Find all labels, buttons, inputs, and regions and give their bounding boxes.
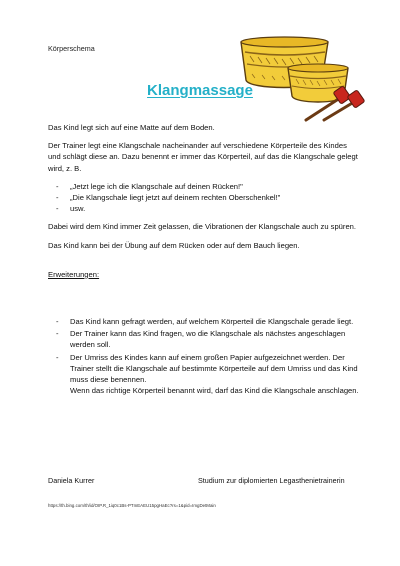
list-item-followup: Wenn das richtige Körperteil benannt wird, darf das Kind die Klangschale anschlagen. bbox=[70, 386, 359, 396]
example-list bbox=[48, 181, 360, 215]
list-item: - „Die Klangschale liegt jetzt auf deinem rechten Oberschenkel!" bbox=[48, 192, 360, 203]
body-paragraph: Das Kind kann bei der Übung auf dem Rücken oder auf dem Bauch liegen. bbox=[48, 240, 300, 250]
body-paragraph: Dabei wird dem Kind immer Zeit gelassen, die Vibrationen der Klangschale auch zu spüren. bbox=[48, 222, 356, 232]
list-item: - Das Kind kann gefragt werden, auf welchem Körperteil die Klangschale gerade liegt. bbox=[48, 316, 360, 327]
page-title: Klangmassage bbox=[147, 82, 253, 99]
list-item bbox=[48, 352, 360, 397]
intro-paragraph: Das Kind legt sich auf eine Matte auf dem Boden. bbox=[48, 123, 215, 132]
list-item: - usw. bbox=[48, 203, 360, 214]
document-body bbox=[48, 122, 360, 403]
footer-author: Daniela Kurrer bbox=[48, 476, 95, 485]
list-item: - „Jetzt lege ich die Klangschale auf deinen Rücken!" bbox=[48, 181, 360, 192]
image-source-url: https://th.bing.com/th/id/OIP.R_1iq0c1Bs-PTmEAEU15pgHaEc?rs=1&pid=ImgDetMain bbox=[48, 503, 216, 508]
list-item: - Der Trainer kann das Kind fragen, wo die Klangschale als nächstes angeschlagen werden soll. bbox=[48, 328, 360, 350]
extensions-heading: Erweiterungen: bbox=[48, 269, 100, 279]
page-header-topic: Körperschema bbox=[48, 44, 95, 53]
extensions-list bbox=[48, 316, 360, 396]
footer-program: Studium zur diplomierten Legasthenietrainerin bbox=[198, 476, 345, 485]
singing-bowls-icon bbox=[236, 28, 366, 123]
list-item-text: Der Umriss des Kindes kann auf einem großen Papier aufgezeichnet werden. Der Trainer stellt die Klangschale auf bestimmte Körperteile auf dem Umriss und das Kind muss diese benennen. bbox=[70, 352, 358, 385]
intro-paragraph: Der Trainer legt eine Klangschale nacheinander auf verschiedene Körperteile des Kindes und schlägt diese an. Dazu benennt er immer das Körperteil, auf das die Klangschale gelegt wird, z. B. bbox=[48, 141, 358, 173]
